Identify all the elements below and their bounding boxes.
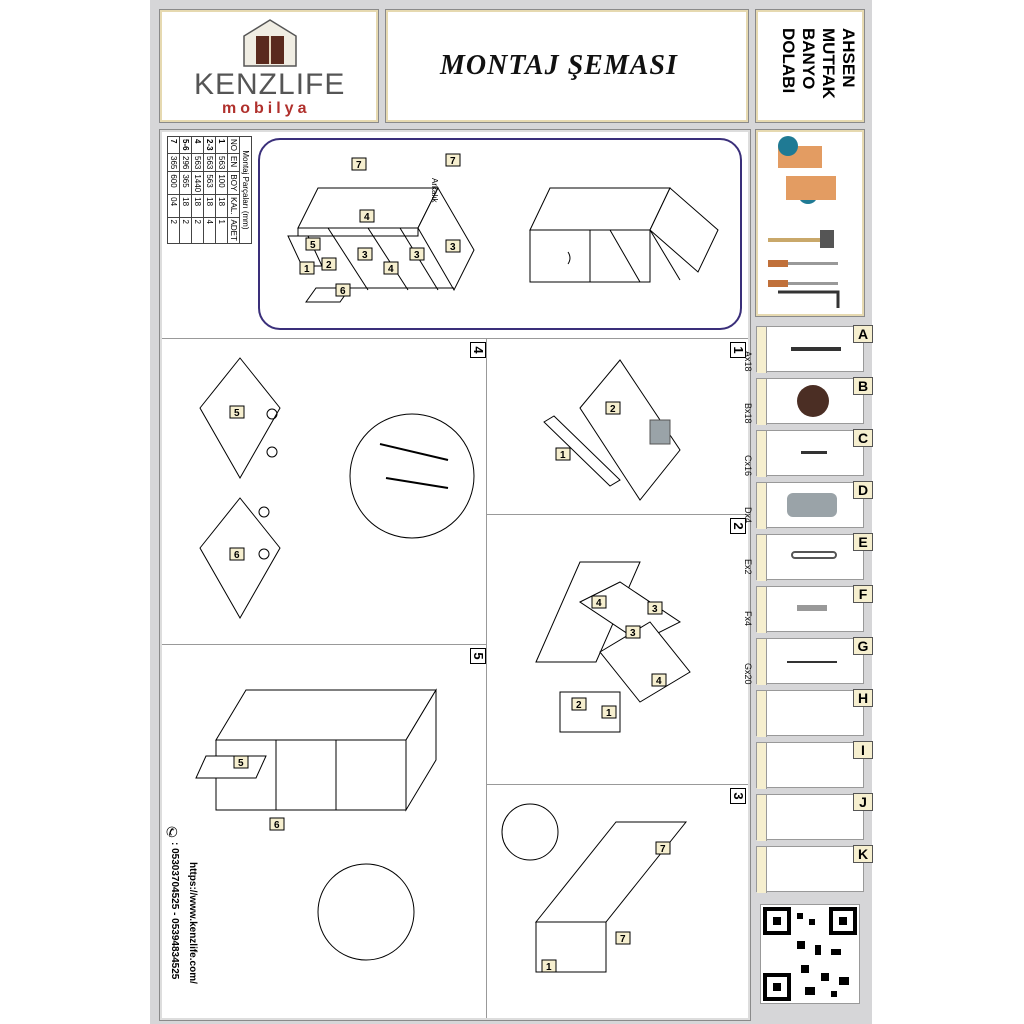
- screw-icon: [791, 347, 841, 351]
- hardware-row-j: [756, 794, 867, 840]
- parts-table: [167, 136, 252, 244]
- panel-divider-v: [486, 338, 487, 1018]
- hardware-letter: H: [853, 689, 873, 707]
- product-line-1: AHSEN: [839, 28, 858, 88]
- step-1-diagram: [500, 350, 730, 510]
- hardware-tag: [757, 535, 767, 581]
- hardware-qty: Dx4: [743, 507, 753, 524]
- tools-icon: [758, 132, 862, 314]
- logo-house-icon: [240, 18, 300, 70]
- brand-name: KENZLIFE: [194, 68, 346, 101]
- table-cell: 18: [192, 195, 204, 217]
- panel-divider-h4: [486, 784, 748, 785]
- phone-icon: ✆: [166, 824, 178, 840]
- arkalik-label: Arkalık: [430, 178, 439, 203]
- svg-text:2: 2: [326, 260, 332, 271]
- bolt-icon: [797, 605, 827, 611]
- table-row: [180, 137, 192, 244]
- panel-divider-h2: [162, 644, 486, 645]
- svg-text:2: 2: [576, 700, 582, 711]
- table-cell: 563: [192, 154, 204, 172]
- table-row: [204, 137, 216, 244]
- title-box: [386, 10, 748, 122]
- table-cell: 1440: [192, 172, 204, 195]
- svg-text:3: 3: [414, 250, 420, 261]
- svg-text:2: 2: [610, 404, 616, 415]
- col-header: BOY: [228, 172, 240, 195]
- svg-text:7: 7: [450, 156, 456, 167]
- parts-table-title: Montaj Parçaları (mm): [240, 137, 252, 244]
- svg-text:5: 5: [310, 240, 316, 251]
- hardware-row-a: [743, 326, 869, 372]
- overview-diagram: [260, 140, 740, 328]
- table-cell: 18: [216, 195, 228, 217]
- hardware-tag: [757, 795, 767, 841]
- step-3-diagram: [496, 792, 736, 1012]
- step-number-5: 5: [470, 648, 486, 664]
- panel-divider-h3: [486, 514, 748, 515]
- logo-box: [160, 10, 378, 122]
- table-cell: 7: [168, 137, 180, 154]
- hardware-row-h: [756, 690, 869, 736]
- cap-icon: [797, 385, 829, 417]
- phone-numbers: : 05303704525 - 05394834525: [169, 842, 180, 980]
- svg-text:4: 4: [364, 212, 370, 223]
- product-line-2: MUTFAK: [819, 28, 838, 99]
- page-title: MONTAJ ŞEMASI: [440, 50, 678, 81]
- table-cell: 18: [180, 195, 192, 217]
- table-cell: 04: [168, 195, 180, 217]
- hardware-letter: D: [853, 481, 873, 499]
- nail-icon: [787, 661, 837, 663]
- table-cell: 563: [204, 154, 216, 172]
- qr-code-icon: [761, 905, 859, 1003]
- hardware-letter: G: [853, 637, 873, 655]
- small-screw-icon: [801, 451, 827, 454]
- hardware-tag: [757, 691, 767, 737]
- product-line-3: BANYO: [799, 28, 818, 90]
- qr-code[interactable]: [760, 904, 860, 1004]
- hardware-qty: Ax18: [743, 351, 753, 372]
- product-line-4: DOLABI: [779, 28, 798, 94]
- table-row: [192, 137, 204, 244]
- svg-text:1: 1: [606, 708, 612, 719]
- svg-text:3: 3: [630, 628, 636, 639]
- hardware-tag: [757, 483, 767, 529]
- svg-text:3: 3: [362, 250, 368, 261]
- step-number-3: 3: [730, 788, 746, 804]
- hardware-letter: B: [853, 377, 873, 395]
- brand-sub: mobilya: [222, 100, 311, 117]
- table-cell: 18: [204, 195, 216, 217]
- hardware-qty: Cx16: [743, 455, 753, 477]
- svg-text:4: 4: [656, 676, 662, 687]
- hardware-letter: J: [853, 793, 873, 811]
- svg-text:7: 7: [620, 934, 626, 945]
- table-row: [216, 137, 228, 244]
- hardware-letter: F: [853, 585, 873, 603]
- svg-text:6: 6: [234, 550, 240, 561]
- table-cell: 4: [204, 217, 216, 243]
- table-cell: 2-3: [204, 137, 216, 154]
- website-link[interactable]: https://www.kenzlife.com/: [187, 862, 198, 984]
- svg-text:7: 7: [356, 160, 362, 171]
- hardware-row-i: [756, 742, 864, 788]
- hardware-letter: A: [853, 325, 873, 343]
- col-header: EN: [228, 154, 240, 172]
- hardware-row-d: [743, 482, 869, 528]
- hardware-qty: Ex2: [743, 559, 753, 575]
- hinge-icon: [787, 493, 837, 517]
- svg-text:3: 3: [652, 604, 658, 615]
- col-header: NO: [228, 137, 240, 154]
- hardware-letter: K: [853, 845, 873, 863]
- svg-text:3: 3: [450, 242, 456, 253]
- hardware-tag: [757, 639, 767, 685]
- step-number-2: 2: [730, 518, 746, 534]
- svg-text:4: 4: [596, 598, 602, 609]
- hardware-tag: [757, 587, 767, 633]
- hardware-qty: Fx4: [743, 611, 753, 627]
- table-cell: 365: [168, 154, 180, 172]
- overview-box: [258, 138, 742, 330]
- table-cell: 4: [192, 137, 204, 154]
- table-cell: 296: [180, 154, 192, 172]
- hardware-row-g: [743, 638, 869, 685]
- table-cell: 365: [180, 172, 192, 195]
- table-cell: 2: [192, 217, 204, 243]
- hardware-qty: Gx20: [743, 663, 753, 685]
- tools-box: [756, 130, 864, 316]
- col-header: KAL.: [228, 195, 240, 217]
- hardware-tag: [757, 379, 767, 425]
- table-cell: 2: [180, 217, 192, 243]
- svg-text:5: 5: [234, 408, 240, 419]
- hardware-letter: C: [853, 429, 873, 447]
- svg-text:7: 7: [660, 844, 666, 855]
- step-number-4: 4: [470, 342, 486, 358]
- step-4-diagram: [180, 348, 480, 638]
- table-cell: 600: [168, 172, 180, 195]
- step-5-diagram: [186, 680, 476, 980]
- hardware-letter: E: [853, 533, 873, 551]
- svg-text:1: 1: [546, 962, 552, 973]
- table-cell: 563: [204, 172, 216, 195]
- table-cell: 5-6: [180, 137, 192, 154]
- hardware-row-f: [743, 586, 868, 632]
- parts-table-wrap: [167, 136, 252, 244]
- svg-text:6: 6: [340, 286, 346, 297]
- col-header: ADET: [228, 217, 240, 243]
- svg-text:1: 1: [304, 264, 310, 275]
- product-box: [756, 10, 864, 122]
- table-cell: 2: [168, 217, 180, 243]
- hardware-letter: I: [853, 741, 873, 759]
- svg-text:5: 5: [238, 758, 244, 769]
- hardware-tag: [757, 431, 767, 477]
- panel-divider-h1: [162, 338, 748, 339]
- handle-icon: [791, 551, 837, 559]
- table-row: [168, 137, 180, 244]
- svg-text:6: 6: [274, 820, 280, 831]
- hardware-row-c: [743, 430, 869, 477]
- step-2-diagram: [500, 522, 740, 782]
- hardware-qty: Bx18: [743, 403, 753, 424]
- svg-text:4: 4: [388, 264, 394, 275]
- table-cell: 563: [216, 154, 228, 172]
- hardware-tag: [757, 847, 767, 893]
- step-number-1: 1: [730, 342, 746, 358]
- hardware-row-k: [756, 846, 869, 892]
- table-cell: 100: [216, 172, 228, 195]
- table-cell: 1: [216, 217, 228, 243]
- svg-text:1: 1: [560, 450, 566, 461]
- hardware-tag: [757, 743, 767, 789]
- table-cell: 1: [216, 137, 228, 154]
- hardware-tag: [757, 327, 767, 373]
- hardware-row-b: [743, 378, 869, 424]
- hardware-row-e: [743, 534, 868, 580]
